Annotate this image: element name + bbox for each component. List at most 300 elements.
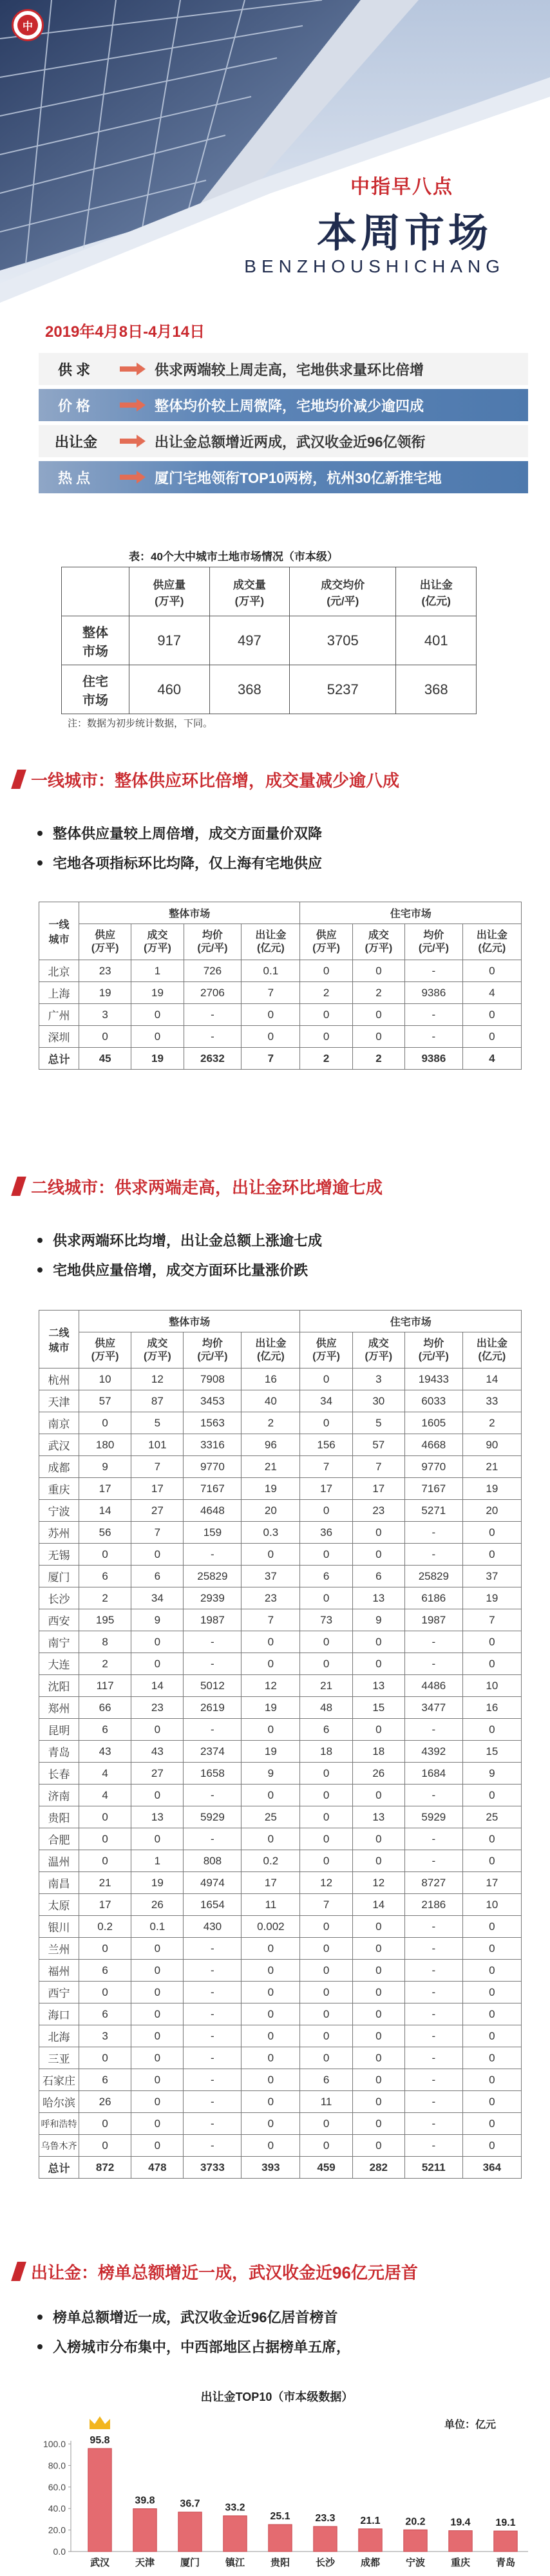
table-cell: 0 [242, 2025, 300, 2047]
hero-title: 本周市场 [316, 211, 492, 256]
summary-row-revenue [39, 425, 528, 457]
data-label: 39.8 [135, 2495, 155, 2506]
table-cell: - [184, 1828, 242, 1850]
table-cell: 0 [300, 1806, 352, 1828]
table-cell: 6 [79, 2003, 131, 2025]
table-cell: 0 [300, 1500, 352, 1522]
table-cell: 7 [131, 1456, 184, 1478]
city-name-cell: 总计 [39, 2157, 79, 2179]
table-cell: 0 [242, 2091, 300, 2113]
table-cell: 10 [79, 1368, 131, 1390]
data-label: 95.8 [90, 2435, 110, 2447]
table-corner: 一线 城市 [39, 902, 79, 960]
table-cell: 96 [242, 1434, 300, 1456]
bar-青岛 [494, 2531, 517, 2552]
table-cell: 3453 [184, 1390, 242, 1412]
city-name-cell: 苏州 [39, 1522, 79, 1544]
col-header: 供应量 (万平) [129, 567, 210, 616]
table-cell: 0 [352, 1850, 404, 1872]
hero-kicker: 中指早八点 [350, 176, 453, 198]
table-cell: 19 [131, 982, 184, 1004]
table-cell: 14 [352, 1894, 404, 1916]
table-cell: 0 [352, 2025, 404, 2047]
table-cell: 0 [352, 1938, 404, 1960]
table-cell: 9 [352, 1609, 404, 1631]
table-cell: 6033 [404, 1390, 462, 1412]
table-cell: 9386 [405, 1048, 463, 1070]
table-row [39, 1653, 522, 1675]
city-name-cell: 深圳 [39, 1026, 79, 1048]
section-title: 出让金：榜单总额增近一成，武汉收金近96亿元居首 [31, 2262, 418, 2282]
table-cell: 2 [242, 1412, 300, 1434]
table-cell: 0 [79, 1850, 131, 1872]
table-cell: 7 [462, 1609, 521, 1631]
revenue-top10-chart [19, 2383, 535, 2576]
table-cell: 2186 [404, 1894, 462, 1916]
table-cell: 7167 [184, 1478, 242, 1500]
table-cell: 26 [352, 1763, 404, 1785]
table-cell: 40 [242, 1390, 300, 1412]
table-cell: 9 [79, 1456, 131, 1478]
bar-天津 [133, 2509, 156, 2552]
table-cell: 7 [300, 1456, 352, 1478]
table-row [39, 1522, 522, 1544]
city-name-cell: 三亚 [39, 2047, 79, 2069]
table-row [39, 1412, 522, 1434]
table-cell: 0 [352, 1916, 404, 1938]
data-label: 20.2 [405, 2516, 426, 2528]
table-row [39, 1434, 522, 1456]
table-cell: 0 [242, 1785, 300, 1806]
col-header: 均价 (元/平) [184, 1332, 242, 1368]
hero-banner [0, 0, 550, 348]
city-name-cell: 福州 [39, 1960, 79, 1982]
table-cell: 23 [242, 1587, 300, 1609]
bar-武汉 [88, 2448, 111, 2552]
table-cell: - [184, 2113, 242, 2135]
table-cell: 0 [242, 2069, 300, 2091]
table-cell: 3 [352, 1368, 404, 1390]
city-name-cell: 广州 [39, 1004, 79, 1026]
data-label: 36.7 [180, 2498, 200, 2510]
table-cell: 156 [300, 1434, 352, 1456]
table-cell: 0 [462, 2113, 521, 2135]
table-cell: 19 [242, 1697, 300, 1719]
table-cell: 0 [300, 1544, 352, 1566]
table-cell: 0 [300, 1828, 352, 1850]
table-cell: 0 [242, 1004, 300, 1026]
table-cell: 21 [300, 1675, 352, 1697]
table-cell: 401 [396, 616, 477, 665]
table-row [39, 1872, 522, 1894]
table-cell: 478 [131, 2157, 184, 2179]
table-cell: 9770 [184, 1456, 242, 1478]
table-cell: 0 [300, 1412, 352, 1434]
table-corner: 二线 城市 [39, 1311, 79, 1368]
table-cell: 0 [242, 1960, 300, 1982]
table-cell: 5211 [404, 2157, 462, 2179]
table-cell: 37 [242, 1566, 300, 1587]
table-row [39, 1916, 522, 1938]
table-cell: 36 [300, 1522, 352, 1544]
table-cell: 45 [79, 1048, 131, 1070]
table-cell: 90 [462, 1434, 521, 1456]
table-cell: 5929 [184, 1806, 242, 1828]
table-cell: - [184, 2003, 242, 2025]
table-cell: - [184, 1544, 242, 1566]
table-row [39, 1675, 522, 1697]
section-marker-icon [11, 1177, 26, 1196]
table-cell: 0 [242, 2113, 300, 2135]
bar-成都 [359, 2529, 382, 2552]
brand-logo-mark: 中 [17, 15, 38, 35]
table-cell: 0 [352, 1004, 404, 1026]
table-cell: 0 [462, 1785, 521, 1806]
table-cell: 30 [352, 1390, 404, 1412]
table-cell: 5271 [404, 1500, 462, 1522]
table-cell: - [184, 1631, 242, 1653]
table-cell: 0 [352, 960, 404, 982]
data-label: 25.1 [270, 2511, 290, 2523]
table-cell: 43 [131, 1741, 184, 1763]
table-cell: 0 [352, 1653, 404, 1675]
table-cell: 14 [462, 1368, 521, 1390]
table-cell: - [184, 1026, 242, 1048]
x-tick-label: 厦门 [180, 2557, 200, 2568]
table-cell: 57 [352, 1434, 404, 1456]
city-name-cell: 太原 [39, 1894, 79, 1916]
table-cell: - [404, 1544, 462, 1566]
y-tick-label: 20.0 [48, 2524, 66, 2535]
table-cell: 0 [352, 1719, 404, 1741]
col-header: 出让金 (亿元) [242, 924, 300, 960]
chart-unit-label: 单位：亿元 [444, 2420, 497, 2430]
table-cell: 12 [352, 1872, 404, 1894]
overview-table [61, 567, 477, 714]
city-name-cell: 青岛 [39, 1741, 79, 1763]
col-header: 出让金 (亿元) [462, 924, 521, 960]
table-cell: 7 [131, 1522, 184, 1544]
table-cell: 2 [352, 982, 404, 1004]
city-name-cell: 无锡 [39, 1544, 79, 1566]
table-row [39, 1500, 522, 1522]
table-cell: 0 [352, 2091, 404, 2113]
table-cell: 43 [79, 1741, 131, 1763]
table-row [39, 1004, 522, 1026]
table-cell: 48 [300, 1697, 352, 1719]
city-name-cell: 西宁 [39, 1982, 79, 2003]
table-header-row [39, 924, 522, 960]
table-cell: 460 [129, 665, 210, 714]
col-header: 均价 (元/平) [404, 1332, 462, 1368]
table-cell: 0 [131, 2069, 184, 2091]
table-cell: 2 [352, 1048, 404, 1070]
city-name-cell: 昆明 [39, 1719, 79, 1741]
table-cell: 430 [184, 1916, 242, 1938]
table-cell: 0 [300, 2025, 352, 2047]
table-cell: - [404, 1719, 462, 1741]
table-row [39, 2069, 522, 2091]
city-name-cell: 乌鲁木齐 [39, 2135, 79, 2157]
table-cell: 6 [300, 1719, 352, 1741]
table-row [39, 1763, 522, 1785]
table-cell: 0 [300, 1785, 352, 1806]
bar-长沙 [314, 2526, 337, 2552]
table-cell: 0 [131, 2091, 184, 2113]
city-name-cell: 南宁 [39, 1631, 79, 1653]
table-group-header-row [39, 1311, 522, 1332]
table-cell: 4392 [404, 1741, 462, 1763]
section-marker-icon [11, 2262, 26, 2281]
table-cell: 0 [131, 2025, 184, 2047]
section-header-tier1 [14, 765, 399, 793]
table-cell: 11 [242, 1894, 300, 1916]
table-cell: 5929 [404, 1806, 462, 1828]
table-cell: 0 [300, 1631, 352, 1653]
bullet-item: 供求两端环比均增，出让金总额上涨逾七成 [37, 1230, 322, 1250]
table-row [39, 1609, 522, 1631]
table-cell: 6 [79, 1566, 131, 1587]
table-cell: 0 [242, 1828, 300, 1850]
arrow-right-icon [120, 435, 146, 448]
table-cell: - [404, 1982, 462, 2003]
table-cell: 10 [462, 1894, 521, 1916]
table-cell: 25829 [404, 1566, 462, 1587]
table-cell: 0 [300, 2113, 352, 2135]
city-name-cell: 银川 [39, 1916, 79, 1938]
table-row [39, 1478, 522, 1500]
table-cell: 0 [352, 1544, 404, 1566]
table-cell: 0 [242, 1653, 300, 1675]
table-cell: 0 [131, 1719, 184, 1741]
col-header: 成交量 (万平) [209, 567, 290, 616]
y-tick-label: 40.0 [48, 2503, 66, 2514]
city-name-cell: 西安 [39, 1609, 79, 1631]
city-name-cell: 大连 [39, 1653, 79, 1675]
table-cell: - [184, 1653, 242, 1675]
table-cell: 3 [79, 1004, 131, 1026]
hero-building-illustration [0, 0, 550, 348]
table-note: 注：数据为初步统计数据，下同。 [68, 718, 213, 729]
table-cell: 0 [300, 1763, 352, 1785]
table-cell: 87 [131, 1390, 184, 1412]
summary-text: 供求两端较上周走高，宅地供求量环比倍增 [155, 361, 424, 378]
city-name-cell: 海口 [39, 2003, 79, 2025]
table-cell: 0 [242, 2135, 300, 2157]
table-cell: 195 [79, 1609, 131, 1631]
group-header-residential: 住宅市场 [300, 902, 522, 924]
summary-label: 价格 [57, 397, 94, 414]
table-cell: 0.2 [242, 1850, 300, 1872]
table-cell: 13 [352, 1587, 404, 1609]
table-row [39, 1828, 522, 1850]
table-cell: 0 [462, 2025, 521, 2047]
table-cell: 25 [462, 1806, 521, 1828]
table-cell: 872 [79, 2157, 131, 2179]
table-cell: 0 [131, 2003, 184, 2025]
col-header: 出让金 (亿元) [396, 567, 477, 616]
table-cell: 21 [79, 1872, 131, 1894]
table-cell: 5 [352, 1412, 404, 1434]
table-cell: 66 [79, 1697, 131, 1719]
table-cell: 1654 [184, 1894, 242, 1916]
table-cell: 25829 [184, 1566, 242, 1587]
table-cell: 1987 [184, 1609, 242, 1631]
city-name-cell: 重庆 [39, 1478, 79, 1500]
table-cell: 27 [131, 1763, 184, 1785]
table-cell: 20 [242, 1500, 300, 1522]
table-row [39, 1631, 522, 1653]
table-cell: 19433 [404, 1368, 462, 1390]
table-cell: 0.2 [79, 1916, 131, 1938]
table-cell: 4648 [184, 1500, 242, 1522]
table-cell: 0 [242, 1982, 300, 2003]
table-cell: 0 [300, 1368, 352, 1390]
table-cell: 17 [131, 1478, 184, 1500]
table-cell: 1 [131, 1850, 184, 1872]
table-cell: 23 [131, 1697, 184, 1719]
table-cell: 0 [242, 1719, 300, 1741]
table-cell: 0 [79, 1544, 131, 1566]
table-cell: 0 [352, 2069, 404, 2091]
summary-row-price [39, 389, 528, 421]
table-cell: 21 [242, 1456, 300, 1478]
table-cell: 0 [352, 1982, 404, 2003]
table-row [62, 616, 477, 665]
table-row [39, 1894, 522, 1916]
table-cell: 16 [462, 1697, 521, 1719]
table-cell: 0 [131, 1785, 184, 1806]
table-cell: 0 [131, 1004, 184, 1026]
table-cell: 20 [462, 1500, 521, 1522]
table-cell: 0 [462, 1850, 521, 1872]
table-cell: 9 [131, 1609, 184, 1631]
group-header-overall: 整体市场 [79, 902, 300, 924]
table-cell: 33 [462, 1390, 521, 1412]
table-cell: 459 [300, 2157, 352, 2179]
table-row [39, 1390, 522, 1412]
table-cell: 57 [79, 1390, 131, 1412]
table-cell: 6 [352, 1566, 404, 1587]
table-cell: - [184, 2025, 242, 2047]
table-cell: 17 [79, 1478, 131, 1500]
bullet-dot-icon [37, 2344, 43, 2349]
table-row [62, 665, 477, 714]
table-cell: 19 [462, 1478, 521, 1500]
city-name-cell: 兰州 [39, 1938, 79, 1960]
table-cell: - [404, 2135, 462, 2157]
table-cell: 6 [79, 1719, 131, 1741]
table-cell: 2939 [184, 1587, 242, 1609]
table-cell: 12 [131, 1368, 184, 1390]
table-cell: 0 [462, 1653, 521, 1675]
city-name-cell: 北海 [39, 2025, 79, 2047]
x-tick-label: 重庆 [450, 2557, 471, 2568]
table-cell: 0 [300, 1982, 352, 2003]
col-header: 成交 (万平) [131, 1332, 184, 1368]
table-cell: 0 [352, 1026, 404, 1048]
table-cell: 18 [300, 1741, 352, 1763]
chart-title: 出让金TOP10（市本级数据） [200, 2391, 354, 2403]
col-header: 供应 (万平) [79, 1332, 131, 1368]
table-cell: - [184, 2135, 242, 2157]
table-cell: 0 [242, 1026, 300, 1048]
table-cell: 0 [300, 2047, 352, 2069]
table-cell: 0 [352, 2113, 404, 2135]
table-corner [62, 567, 129, 616]
table-cell: 0 [300, 1916, 352, 1938]
table-cell: 8727 [404, 1872, 462, 1894]
table-cell: 2374 [184, 1741, 242, 1763]
table-cell: 17 [242, 1872, 300, 1894]
city-name-cell: 南昌 [39, 1872, 79, 1894]
city-name-cell: 上海 [39, 982, 79, 1004]
table-cell: 21 [462, 1456, 521, 1478]
bullet-item: 入榜城市分布集中，中西部地区占据榜单五席， [37, 2336, 350, 2356]
table-cell: 2706 [184, 982, 242, 1004]
table-cell: 0 [300, 1850, 352, 1872]
bullet-item: 榜单总额增近一成，武汉收金近96亿居首榜首 [37, 2307, 337, 2327]
table-cell: - [404, 2113, 462, 2135]
table-cell: 2 [79, 1587, 131, 1609]
table-cell: 0 [462, 2135, 521, 2157]
table-cell: 0 [131, 2113, 184, 2135]
table-cell: 0 [131, 1631, 184, 1653]
table-cell: 6186 [404, 1587, 462, 1609]
table-row [39, 1785, 522, 1806]
table-cell: - [405, 960, 463, 982]
bar-厦门 [178, 2512, 202, 2552]
city-name-cell: 济南 [39, 1785, 79, 1806]
x-tick-label: 成都 [360, 2557, 381, 2568]
table-cell: - [404, 2069, 462, 2091]
summary-label: 出让金 [54, 433, 97, 450]
table-cell: 0.1 [242, 960, 300, 982]
x-tick-label: 贵阳 [270, 2557, 290, 2568]
table-cell: 0 [352, 1828, 404, 1850]
table-header-row [39, 1332, 522, 1368]
city-name-cell: 北京 [39, 960, 79, 982]
city-name-cell: 杭州 [39, 1368, 79, 1390]
table-cell: - [405, 1026, 463, 1048]
col-header: 供应 (万平) [300, 1332, 352, 1368]
table-row [39, 1026, 522, 1048]
table-cell: 4974 [184, 1872, 242, 1894]
table-row [39, 1741, 522, 1763]
table-cell: 0 [352, 2047, 404, 2069]
table-cell: 1 [131, 960, 184, 982]
table-cell: 0 [462, 960, 521, 982]
table-cell: 0 [300, 1653, 352, 1675]
table-cell: 5237 [290, 665, 396, 714]
table-cell: - [184, 1004, 242, 1026]
crown-icon [90, 2416, 110, 2429]
col-header: 供应 (万平) [79, 924, 131, 960]
col-header: 成交 (万平) [131, 924, 184, 960]
table-cell: - [404, 1828, 462, 1850]
table-cell: 15 [352, 1697, 404, 1719]
table-cell: 19 [242, 1478, 300, 1500]
summary-row-hotspot [39, 461, 528, 493]
table-cell: 0 [131, 1544, 184, 1566]
table-cell: - [404, 1916, 462, 1938]
data-label: 19.4 [450, 2517, 471, 2528]
table-cell: 10 [462, 1675, 521, 1697]
table-cell: 19 [462, 1587, 521, 1609]
table-cell: 0 [131, 1653, 184, 1675]
table-cell: 3733 [184, 2157, 242, 2179]
table-cell: - [404, 1938, 462, 1960]
